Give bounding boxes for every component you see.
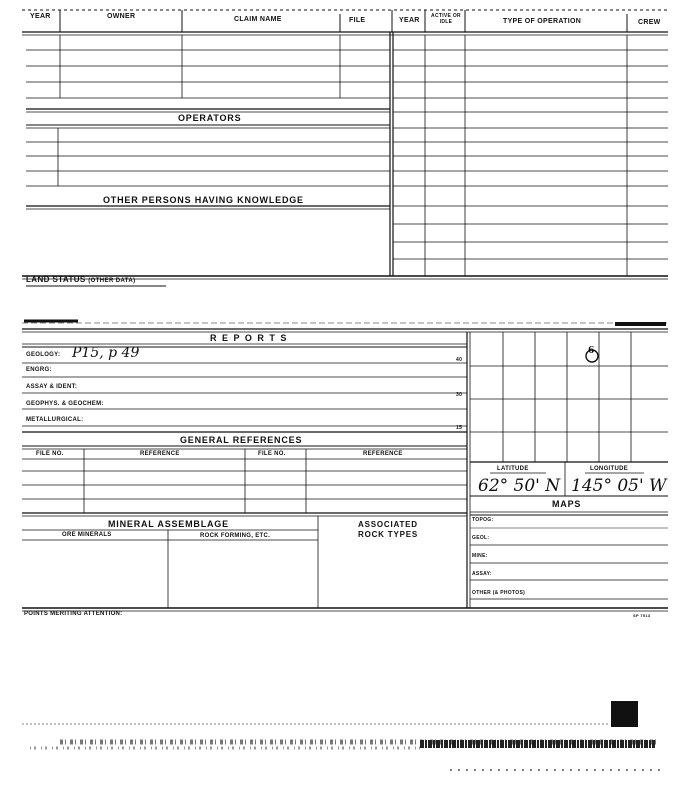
points-meriting-attention-label: POINTS MERITING ATTENTION: bbox=[24, 611, 123, 617]
longitude-value: 145° 05' W bbox=[571, 476, 667, 496]
ore-minerals-label: ORE MINERALS bbox=[62, 532, 112, 538]
geophys-label: GEOPHYS. & GEOCHEM: bbox=[26, 401, 104, 407]
grid-circle-mark: 6 bbox=[588, 346, 595, 356]
rock-forming-label: ROCK FORMING, ETC. bbox=[200, 533, 271, 539]
form-number: SP 7513 bbox=[633, 613, 651, 618]
header-active-idle-label: ACTIVE OR IDLE bbox=[431, 13, 461, 25]
gr-col-reference-2: REFERENCE bbox=[363, 451, 403, 457]
latitude-value: 62° 50' N bbox=[478, 476, 561, 496]
geology-label: GEOLOGY: bbox=[26, 352, 61, 358]
maps-topog-label: TOPOG: bbox=[472, 517, 494, 523]
header-file-label: FILE bbox=[349, 17, 366, 24]
header-owner-label: OWNER bbox=[107, 13, 136, 20]
geology-value: P15, p 49 bbox=[72, 345, 140, 361]
header-crew-label: CREW bbox=[638, 19, 661, 26]
operators-heading: OPERATORS bbox=[178, 113, 242, 123]
geology-code: 40 bbox=[456, 357, 463, 363]
assay-ident-code: 30 bbox=[456, 392, 463, 398]
assay-ident-label: ASSAY & IDENT: bbox=[26, 384, 78, 390]
other-persons-heading: OTHER PERSONS HAVING KNOWLEDGE bbox=[103, 195, 304, 205]
metallurgical-code: 15 bbox=[456, 425, 463, 431]
land-status-sub-label: (OTHER DATA) bbox=[88, 278, 136, 284]
metallurgical-label: METALLURGICAL: bbox=[26, 417, 84, 423]
maps-heading: MAPS bbox=[552, 499, 582, 509]
gr-col-reference-1: REFERENCE bbox=[140, 451, 180, 457]
mineral-assemblage-heading: MINERAL ASSEMBLAGE bbox=[108, 519, 229, 529]
longitude-label: LONGITUDE bbox=[590, 466, 629, 472]
associated-label: ASSOCIATED bbox=[358, 520, 418, 529]
gr-col-file-no-2: FILE NO. bbox=[258, 451, 286, 457]
header-claim-name-label: CLAIM NAME bbox=[234, 16, 282, 23]
maps-assay-label: ASSAY: bbox=[472, 571, 492, 577]
land-status-label: LAND STATUS bbox=[26, 275, 86, 284]
maps-other-label: OTHER (& PHOTOS) bbox=[472, 590, 526, 596]
maps-mine-label: MINE: bbox=[472, 553, 488, 559]
header-year2-label: YEAR bbox=[399, 17, 420, 24]
maps-geol-label: GEOL: bbox=[472, 535, 490, 541]
header-type-operation-label: TYPE OF OPERATION bbox=[503, 18, 582, 25]
gr-col-file-no-1: FILE NO. bbox=[36, 451, 64, 457]
rock-types-label: ROCK TYPES bbox=[358, 530, 419, 539]
engrg-label: ENGRG: bbox=[26, 367, 52, 373]
land-status-heading bbox=[26, 275, 136, 284]
general-references-heading: GENERAL REFERENCES bbox=[180, 435, 303, 445]
reports-heading: R E P O R T S bbox=[210, 333, 288, 343]
header-year-label: YEAR bbox=[30, 13, 51, 20]
latitude-label: LATITUDE bbox=[497, 466, 529, 472]
